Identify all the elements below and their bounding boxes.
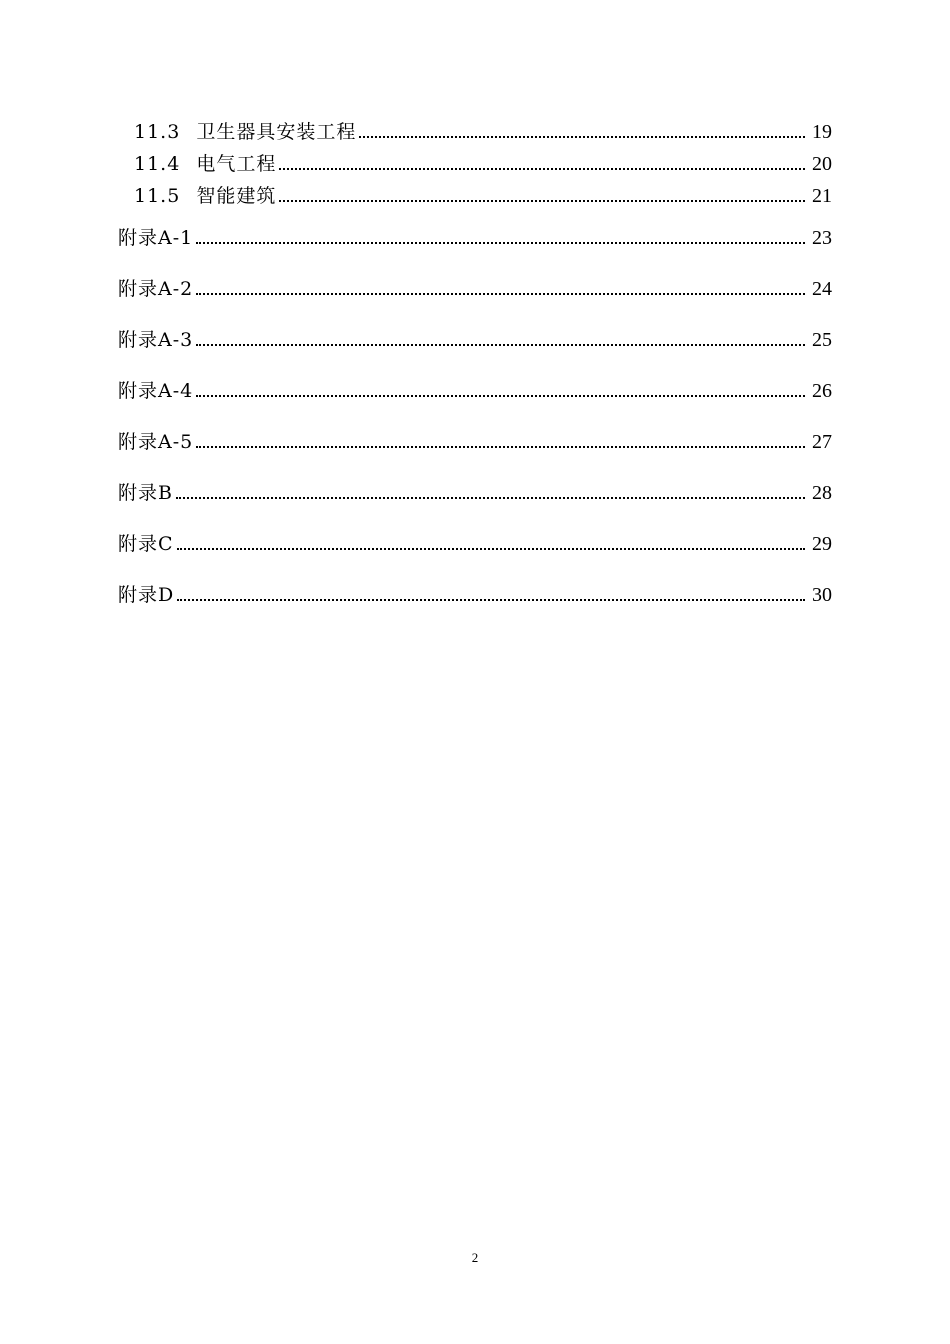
toc-entry-label — [134, 120, 356, 144]
toc-entry-label — [134, 184, 276, 208]
toc-entry-page: 27 — [812, 431, 832, 453]
toc-entry-title: 附录A-3 — [118, 329, 194, 351]
page-number: 2 — [471, 1250, 479, 1265]
toc-entry-appendix-a4[interactable] — [118, 352, 832, 403]
dot-leader — [196, 292, 805, 295]
toc-entry-title: 附录D — [118, 584, 175, 606]
toc-entry-title: 附录C — [118, 533, 174, 555]
toc-entry-title: 附录A-2 — [118, 278, 194, 300]
toc-entry-page: 25 — [812, 329, 832, 351]
toc-entry-page: 23 — [812, 227, 832, 249]
toc-entry-appendix-b[interactable] — [118, 454, 832, 505]
toc-entry-page: 19 — [812, 121, 832, 143]
dot-leader — [176, 496, 805, 499]
toc-entry-11-5[interactable] — [118, 176, 832, 208]
toc-entry-appendix-c[interactable] — [118, 505, 832, 556]
dot-leader — [177, 547, 805, 550]
toc-entry-appendix-a1[interactable] — [118, 208, 832, 250]
toc-entry-title: 电气工程 — [196, 153, 277, 175]
dot-leader — [196, 241, 805, 244]
toc-entry-appendix-a3[interactable] — [118, 301, 832, 352]
dot-leader — [196, 445, 805, 448]
toc-entry-title: 智能建筑 — [196, 185, 277, 207]
toc-entry-number: 11.3 — [134, 121, 181, 143]
toc-entry-page: 21 — [812, 185, 832, 207]
toc-entry-title: 卫生器具安装工程 — [196, 121, 357, 143]
dot-leader — [279, 167, 805, 170]
toc-entry-title: 附录A-1 — [118, 227, 194, 249]
toc-entry-page: 30 — [812, 584, 832, 606]
dot-leader — [177, 598, 805, 601]
toc-entry-number: 11.4 — [134, 153, 181, 175]
dot-leader — [196, 343, 805, 346]
toc-entry-number: 11.5 — [134, 185, 181, 207]
dot-leader — [196, 394, 805, 397]
toc-entry-title: 附录B — [118, 482, 173, 504]
dot-leader — [359, 135, 805, 138]
toc-entry-11-4[interactable] — [118, 144, 832, 176]
toc-entry-page: 29 — [812, 533, 832, 555]
toc-entry-appendix-d[interactable] — [118, 556, 832, 607]
toc-entry-label — [134, 152, 276, 176]
toc-entry-title: 附录A-5 — [118, 431, 194, 453]
toc-entry-page: 24 — [812, 278, 832, 300]
table-of-contents — [118, 112, 832, 607]
toc-entry-page: 20 — [812, 153, 832, 175]
toc-entry-title: 附录A-4 — [118, 380, 194, 402]
toc-entry-appendix-a5[interactable] — [118, 403, 832, 454]
toc-entry-page: 28 — [812, 482, 832, 504]
toc-entry-page: 26 — [812, 380, 832, 402]
toc-entry-11-3[interactable] — [118, 112, 832, 144]
toc-entry-appendix-a2[interactable] — [118, 250, 832, 301]
dot-leader — [279, 199, 805, 202]
